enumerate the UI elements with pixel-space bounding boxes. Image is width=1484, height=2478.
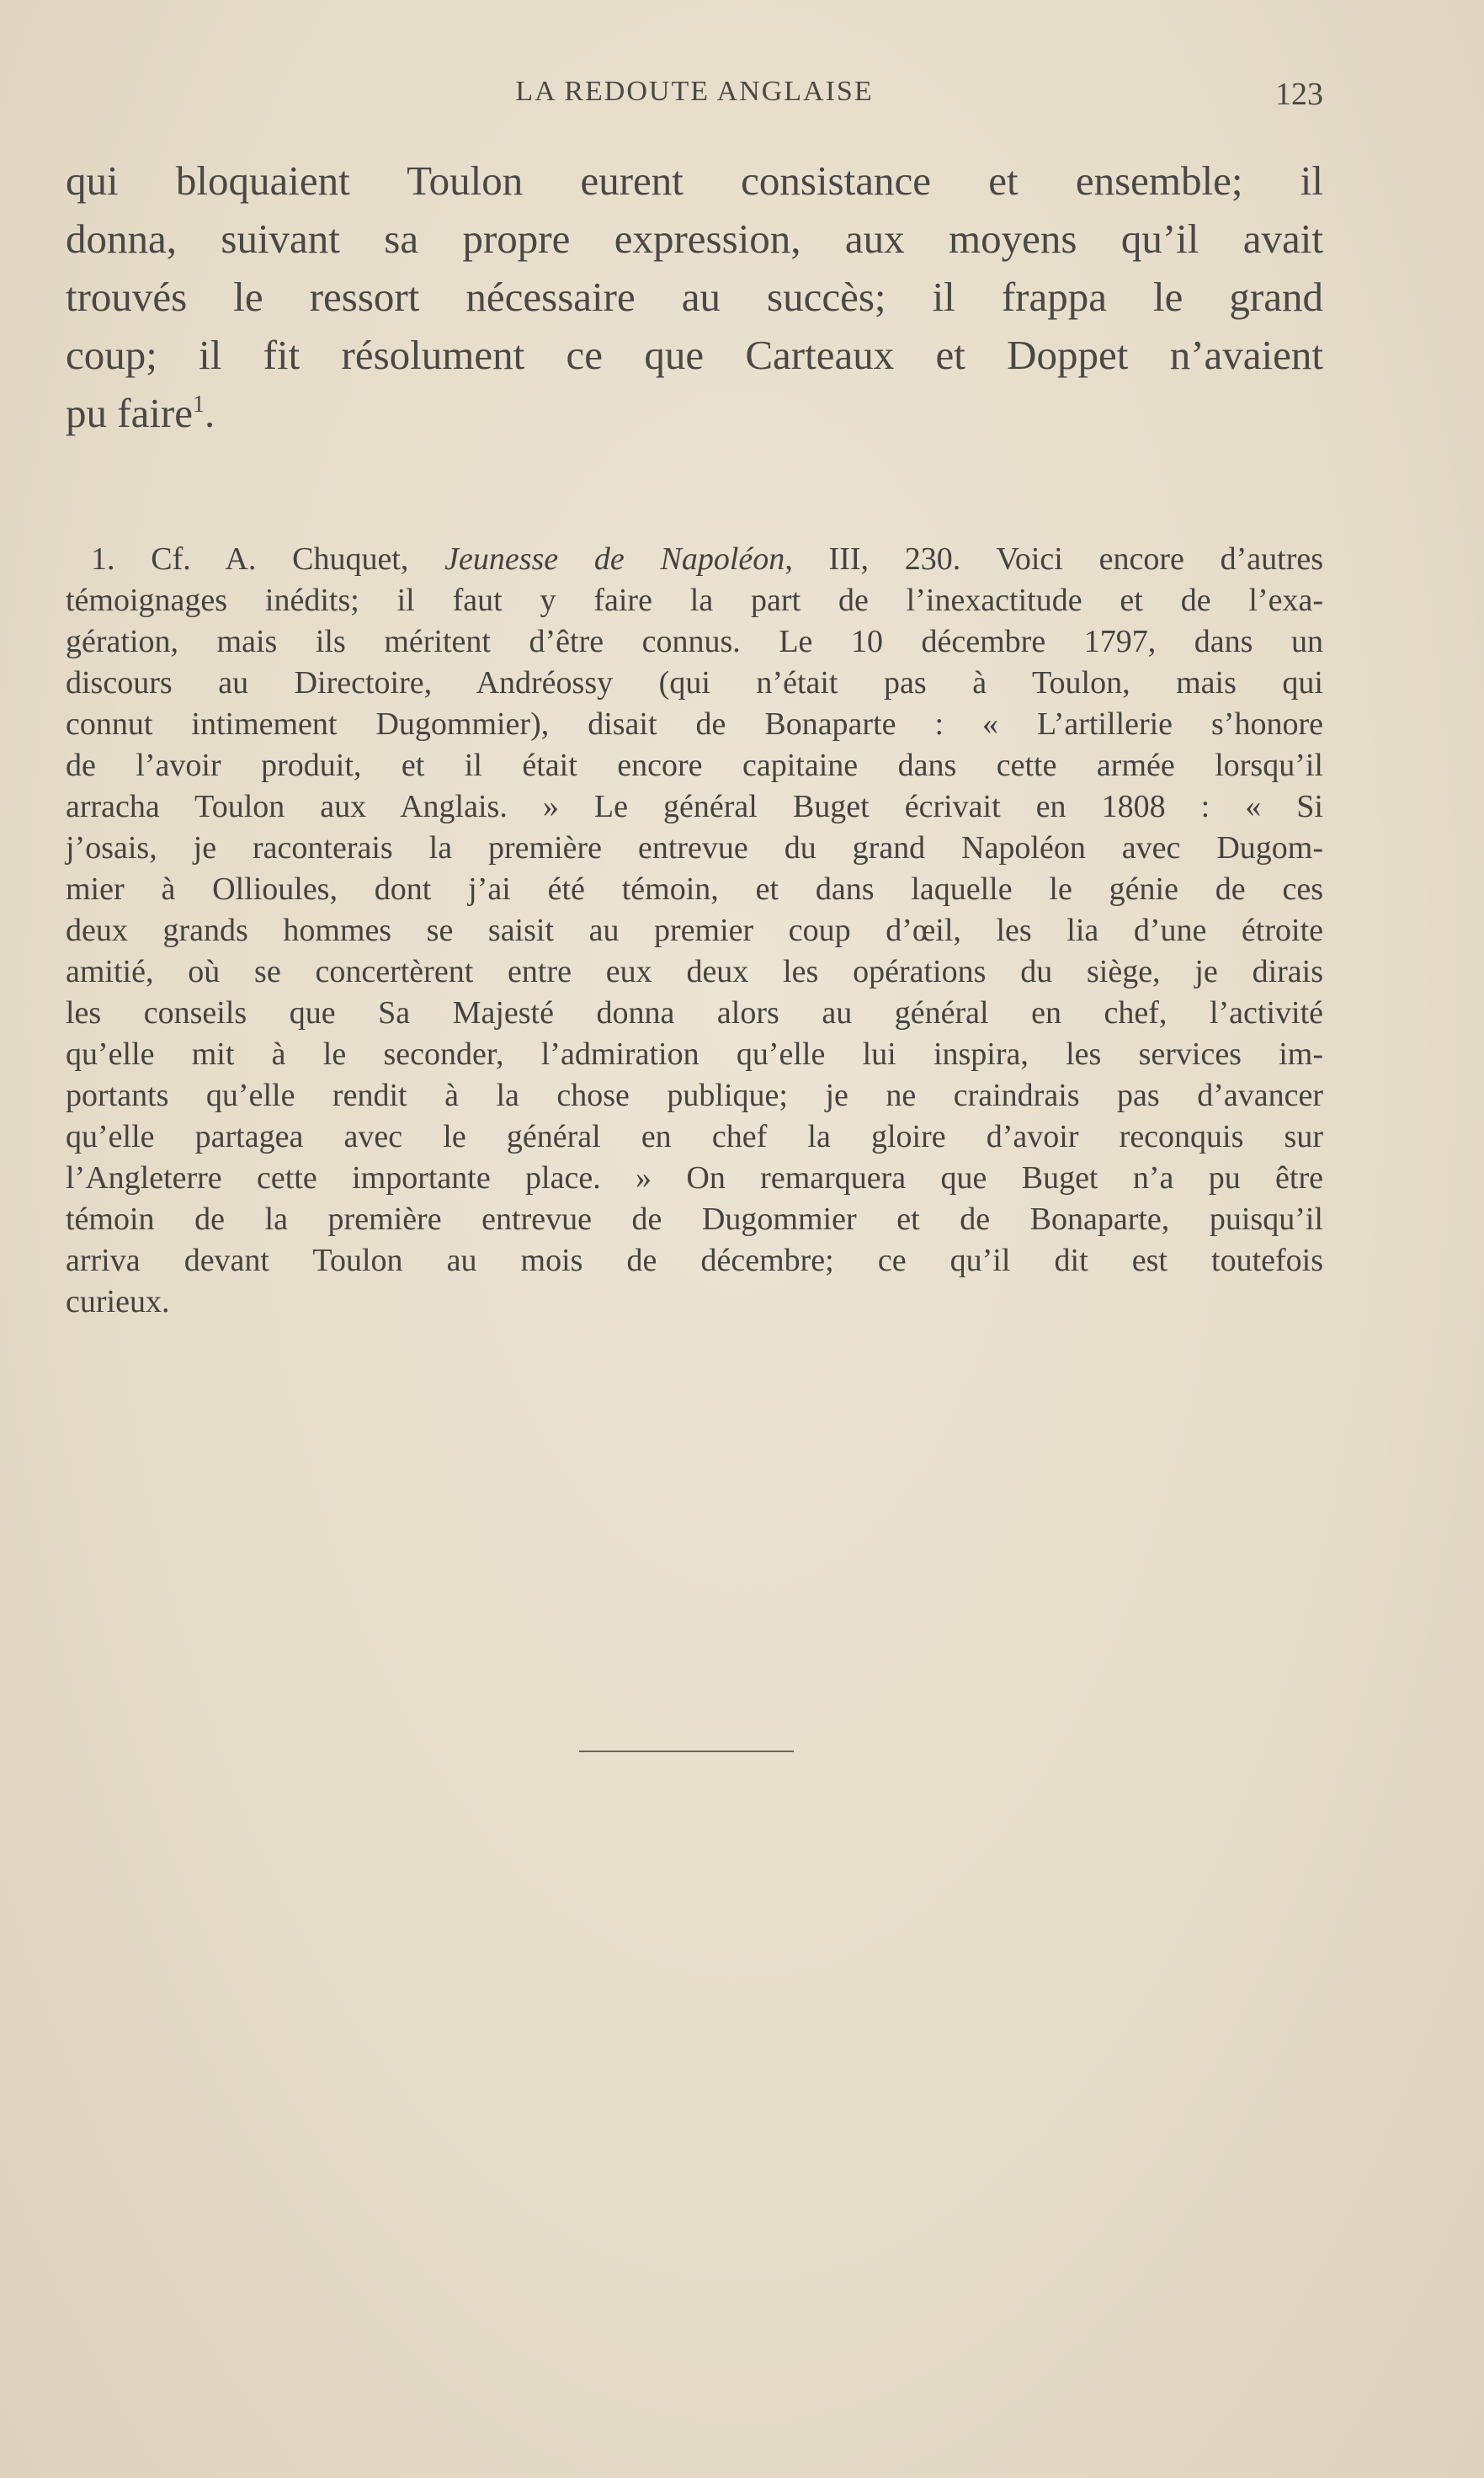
body-line-text: pu faire: [66, 390, 193, 436]
footnote-book-title: Jeunesse de Napoléon: [444, 541, 785, 577]
main-paragraph: [66, 152, 1323, 442]
footnote-line: qu’elle partagea avec le général en chef la gloire d’avoir reconquis sur: [66, 1119, 1323, 1154]
page-number: 123: [1275, 77, 1323, 112]
footnote-reference: 1: [193, 392, 205, 418]
footnote-line: portants qu’elle rendit à la chose publique; je ne craindrais pas d’avancer: [66, 1078, 1323, 1113]
footnote-line: mier à Ollioules, dont j’ai été témoin, et dans laquelle le génie de ces: [66, 871, 1323, 907]
footnote-line: de l’avoir produit, et il était encore capitaine dans cette armée lorsqu’il: [66, 748, 1323, 783]
footnote-line: arracha Toulon aux Anglais. » Le général Buget écrivait en 1808 : « Si: [66, 789, 1323, 824]
page-header: [66, 76, 1323, 118]
footnote-line: les conseils que Sa Majesté donna alors au général en chef, l’activité: [66, 995, 1323, 1031]
footnote-line: témoignages inédits; il faut y faire la part de l’inexactitude et de l’exa-: [66, 583, 1323, 618]
body-line: qui bloquaient Toulon eurent consistance et ensemble; il: [66, 157, 1323, 204]
body-line: coup; il fit résolument ce que Carteaux et Doppet n’avaient: [66, 332, 1323, 378]
body-line: donna, suivant sa propre expression, aux moyens qu’il avait: [66, 216, 1323, 262]
footnote-line: [66, 539, 1323, 580]
footnote-line: arriva devant Toulon au mois de décembre; ce qu’il dit est toutefois: [66, 1243, 1323, 1278]
footnote-line: discours au Directoire, Andréossy (qui n’était pas à Toulon, mais qui: [66, 665, 1323, 701]
running-title: LA REDOUTE ANGLAISE: [515, 76, 874, 107]
footnote: [66, 539, 1323, 1323]
footnote-line: qu’elle mit à le seconder, l’admiration qu’elle lui inspira, les services im-: [66, 1036, 1323, 1072]
footnote-line: témoin de la première entrevue de Dugommier et de Bonaparte, puisqu’il: [66, 1202, 1323, 1237]
footnote-line-last: curieux.: [66, 1284, 170, 1319]
footnote-line: j’osais, je raconterais la première entrevue du grand Napoléon avec Dugom-: [66, 830, 1323, 866]
end-rule: [579, 1751, 794, 1752]
footnote-line: connut intimement Dugommier), disait de Bonaparte : « L’artillerie s’honore: [66, 706, 1323, 742]
footnote-line: amitié, où se concertèrent entre eux deux les opérations du siège, je dirais: [66, 954, 1323, 989]
body-line: trouvés le ressort nécessaire au succès; il frappa le grand: [66, 274, 1323, 320]
footnote-number: 1.: [91, 541, 115, 577]
body-line-last: pu faire$^1$.: [66, 390, 215, 436]
footnote-line: gération, mais ils méritent d’être connus. Le 10 décembre 1797, dans un: [66, 624, 1323, 659]
footnote-line: deux grands hommes se saisit au premier coup d’œil, les lia d’une étroite: [66, 913, 1323, 948]
footnote-citation-end: , III, 230. Voici encore d’autres: [785, 541, 1323, 577]
footnote-citation-start: Cf. A. Chuquet,: [151, 541, 445, 577]
footnote-line: l’Angleterre cette importante place. » On remarquera que Buget n’a pu être: [66, 1160, 1323, 1196]
